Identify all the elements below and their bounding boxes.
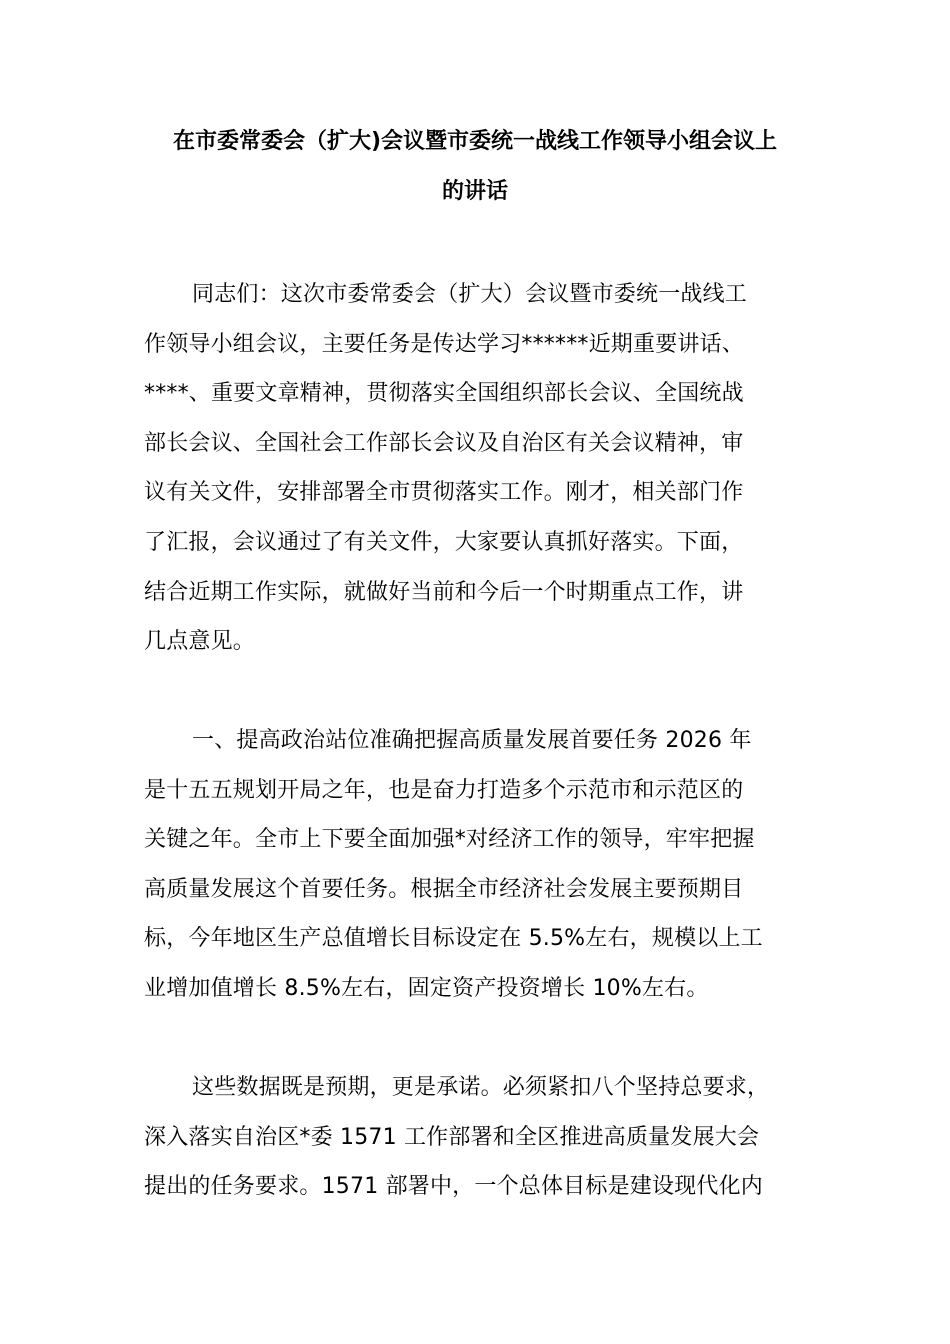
paragraph-line: 结合近期工作实际，就做好当前和今后一个时期重点工作，讲 xyxy=(144,579,744,605)
paragraph-line: 提出的任务要求。1571 部署中，一个总体目标是建设现代化内 xyxy=(144,1174,763,1200)
paragraph-line: 是十五五规划开局之年，也是奋力打造多个示范市和示范区的 xyxy=(144,777,744,803)
paragraph-line: 了汇报，会议通过了有关文件，大家要认真抓好落实。下面， xyxy=(144,529,744,555)
paragraph-opening xyxy=(144,270,808,667)
paragraph-line: 这些数据既是预期，更是承诺。必须紧扣八个坚持总要求， xyxy=(192,1075,770,1100)
paragraph-line: 同志们：这次市委常委会（扩大）会议暨市委统一战线工 xyxy=(192,282,748,307)
paragraph-line: 高质量发展这个首要任务。根据全市经济社会发展主要预期目 xyxy=(144,876,744,902)
document-title-line-2: 的讲话 xyxy=(441,179,508,204)
paragraph-line: 标，今年地区生产总值增长目标设定在 5.5%左右，规模以上工 xyxy=(144,926,763,952)
paragraph-line: 作领导小组会议，主要任务是传达学习******近期重要讲话、 xyxy=(144,331,745,357)
paragraph-section-one xyxy=(144,716,808,1014)
document-title-line-1: 在市委常委会（扩大)会议暨市委统一战线工作领导小组会议上 xyxy=(172,129,778,154)
paragraph-line: 深入落实自治区*委 1571 工作部署和全区推进高质量发展大会 xyxy=(144,1124,760,1150)
paragraph-line: 部长会议、全国社会工作部长会议及自治区有关会议精神，审 xyxy=(144,430,744,456)
paragraph-line: 一、提高政治站位准确把握高质量发展首要任务 2026 年 xyxy=(192,728,752,753)
paragraph-line: 关键之年。全市上下要全面加强*对经济工作的领导，牢牢把握 xyxy=(144,827,755,853)
paragraph-data-commitment xyxy=(144,1063,808,1212)
paragraph-line: ****、重要文章精神，贯彻落实全国组织部长会议、全国统战 xyxy=(144,381,744,407)
paragraph-line: 几点意见。 xyxy=(144,629,256,655)
paragraph-line: 业增加值增长 8.5%左右，固定资产投资增长 10%左右。 xyxy=(144,975,709,1001)
paragraph-line: 议有关文件，安排部署全市贯彻落实工作。刚才，相关部门作 xyxy=(144,480,744,506)
